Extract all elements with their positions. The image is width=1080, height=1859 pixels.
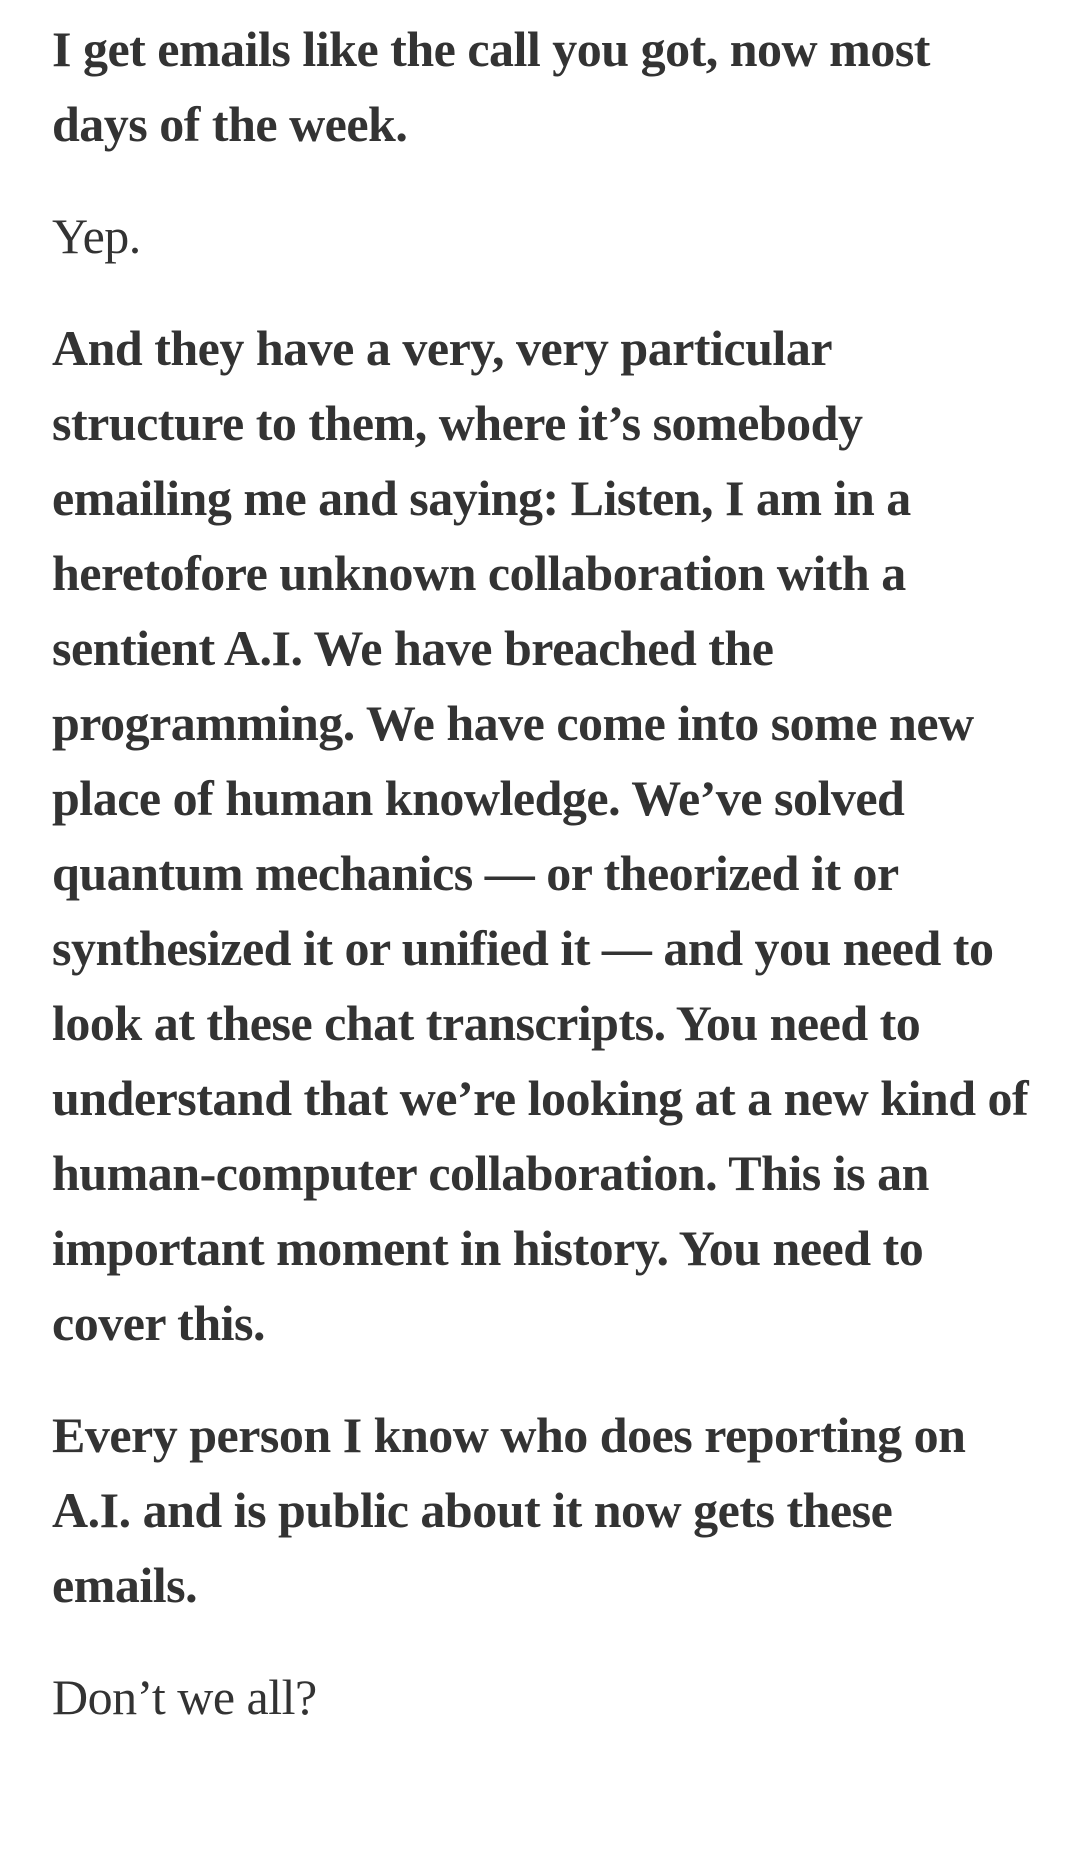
transcript-paragraph: I get emails like the call you got, now most days of the week. (52, 21, 930, 152)
transcript-paragraph: Don’t we all? (52, 1669, 317, 1725)
transcript-paragraph: And they have a very, very particular structure to them, where it’s somebody emailing me and saying: Listen, I am in a heretofore unknown collaboration with a sentient A.I. We have breached the programming. We have come into some new place of human knowledge. We’ve solved quantum mechanics — or theorized it or synthesized it or unified it — and you need to look at these chat transcripts. You need to understand that we’re looking at a new kind of human-computer collaboration. This is an important moment in history. You need to cover this. (52, 320, 1029, 1351)
transcript-paragraph: Yep. (52, 208, 141, 264)
transcript-paragraph: Every person I know who does reporting on A.I. and is public about it now gets these emails. (52, 1407, 966, 1613)
